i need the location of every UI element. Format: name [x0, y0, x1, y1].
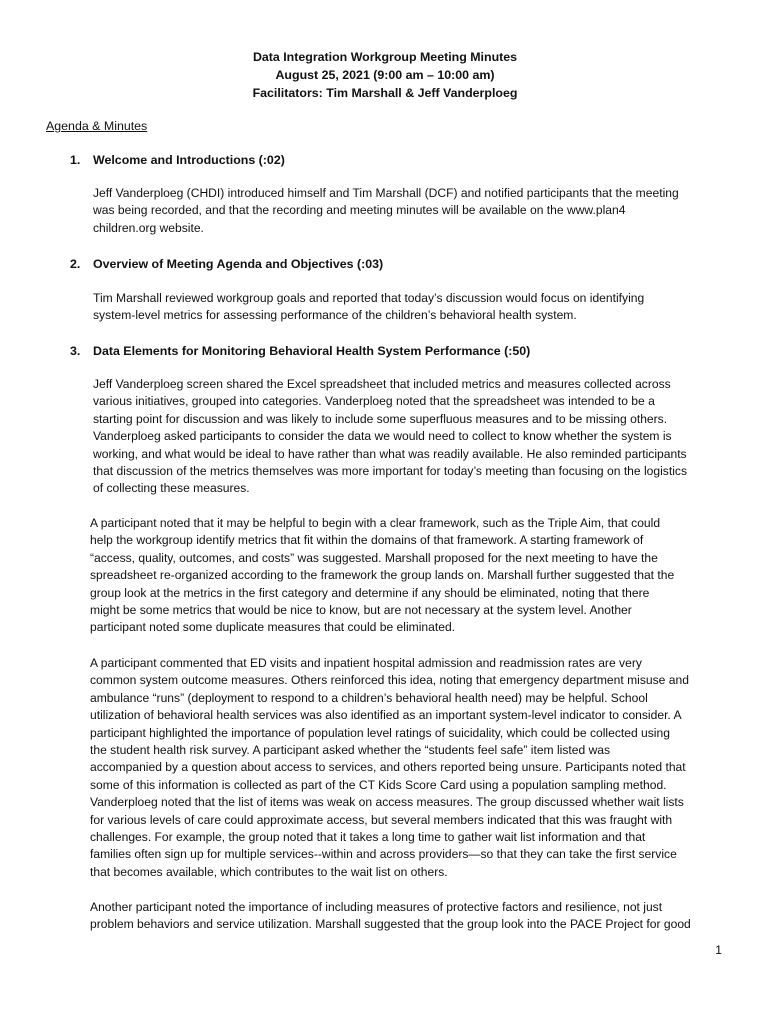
paragraph-line: of collecting these measures. [93, 481, 250, 496]
paragraph-line: for various levels of care could approximate access, but several members indicated that this was fraught with [90, 812, 673, 827]
paragraph-line: problem behaviors and service utilization. Marshall suggested that the group look into the PACE Project for good [90, 917, 691, 932]
paragraph-line: that becomes available, which contributes to the wait list on others. [90, 864, 448, 879]
paragraph-line: ambulance “runs” (deployment to respond to a children’s behavioral health need) may be helpful. School [90, 690, 648, 705]
protective-factors-paragraph [90, 899, 720, 934]
paragraph-line: the student health risk survey. A participant asked whether the “students feel safe” item listed was [90, 743, 611, 758]
agenda-item-title-text: Overview of Meeting Agenda and Objectives (:03) [93, 257, 384, 271]
page-number: 1 [715, 943, 722, 957]
paragraph-line: that discussion of the metrics themselves was more important for today’s meeting than focusing on the logistics [93, 464, 687, 479]
agenda-heading: Agenda & Minutes [46, 119, 148, 133]
paragraph-line: Vanderploeg asked participants to consider the data we would need to collect to know whether the system is [93, 429, 672, 444]
agenda-item-2-paragraph [93, 290, 713, 325]
paragraph-line: participant noted some duplicate measures that could be eliminated. [90, 620, 456, 635]
meeting-date: August 25, 2021 (9:00 am – 10:00 am) [275, 68, 495, 82]
agenda-item-title-text: Data Elements for Monitoring Behavioral Health System Performance (:50) [93, 344, 531, 358]
agenda-item-1-title [70, 151, 285, 169]
paragraph-line: participant highlighted the importance of population level ratings of suicidality, which could be collected using [90, 725, 670, 740]
paragraph-line: utilization of behavioral health services was also identified as an important system-level indicator to consider. A [90, 708, 682, 723]
paragraph-line: group look at the metrics in the first category and determine if any should be eliminated, noting that there [90, 585, 650, 600]
paragraph-line: Vanderploeg noted that the list of items was weak on access measures. The group discussed whether wait lists [90, 795, 684, 810]
paragraph-line: some of this information is collected as part of the CT Kids Score Card using a population sampling method. [90, 777, 667, 792]
paragraph-line: Another participant noted the importance of including measures of protective factors and resilience, not just [90, 900, 663, 914]
agenda-item-3-title [70, 342, 530, 360]
agenda-item-1-paragraph [93, 185, 713, 237]
agenda-item-number: 3. [70, 344, 81, 358]
paragraph-line: starting point for discussion and was likely to include some superfluous measures and to be missing others. [93, 411, 668, 426]
paragraph-line: Jeff Vanderploeg (CHDI) introduced himself and Tim Marshall (DCF) and notified participants that the meeting [93, 186, 679, 200]
paragraph-line: might be some metrics that would be nice to know, but are not necessary at the system level. Another [90, 603, 632, 618]
agenda-item-3-paragraph [93, 376, 713, 498]
agenda-item-number: 2. [70, 257, 81, 271]
paragraph-line: various initiatives, grouped into categories. Vanderploeg noted that the spreadsheet was intended to be a [93, 394, 655, 409]
paragraph-line: Jeff Vanderploeg screen shared the Excel spreadsheet that included metrics and measures collected across [93, 377, 671, 391]
paragraph-line: common system outcome measures. Others reinforced this idea, noting that emergency department misuse and [90, 673, 689, 688]
document-title: Data Integration Workgroup Meeting Minutes [252, 50, 518, 64]
framework-paragraph [90, 515, 720, 637]
paragraph-line: families often sign up for multiple services--within and across providers—so that they can take the first service [90, 847, 677, 862]
paragraph-line: help the workgroup identify metrics that fit within the domains of that framework. A starting framework of [90, 533, 644, 548]
agenda-item-2-title [70, 255, 383, 273]
agenda-item-title-text: Welcome and Introductions (:02) [93, 153, 285, 167]
paragraph-line: was being recorded, and that the recording and meeting minutes will be available on the www.plan4 [93, 203, 626, 218]
paragraph-line: system-level metrics for assessing performance of the children’s behavioral health system. [93, 308, 577, 323]
paragraph-line: A participant commented that ED visits and inpatient hospital admission and readmission rates are very [90, 656, 642, 670]
paragraph-line: “access, quality, outcomes, and costs” was suggested. Marshall proposed for the next meeting to have the [90, 550, 658, 565]
paragraph-line: Tim Marshall reviewed workgroup goals and reported that today’s discussion would focus on identifying [93, 291, 645, 305]
document-header [0, 48, 770, 102]
paragraph-line: children.org website. [93, 220, 204, 235]
facilitators: Facilitators: Tim Marshall & Jeff Vanderploeg [252, 86, 518, 100]
paragraph-line: spreadsheet re-organized according to the framework the group lands on. Marshall further suggested that the [90, 568, 675, 583]
paragraph-line: A participant noted that it may be helpful to begin with a clear framework, such as the Triple Aim, that could [90, 516, 661, 530]
paragraph-line: working, and what would be ideal to have rather than what was readily available. He also reminded participants [93, 446, 687, 461]
outcome-measures-paragraph [90, 655, 720, 881]
paragraph-line: challenges. For example, the group noted that it takes a long time to gather wait list information and that [90, 830, 646, 845]
agenda-item-number: 1. [70, 153, 81, 167]
paragraph-line: accompanied by a question about access to services, and others reported being unsure. Participants noted that [90, 760, 686, 775]
